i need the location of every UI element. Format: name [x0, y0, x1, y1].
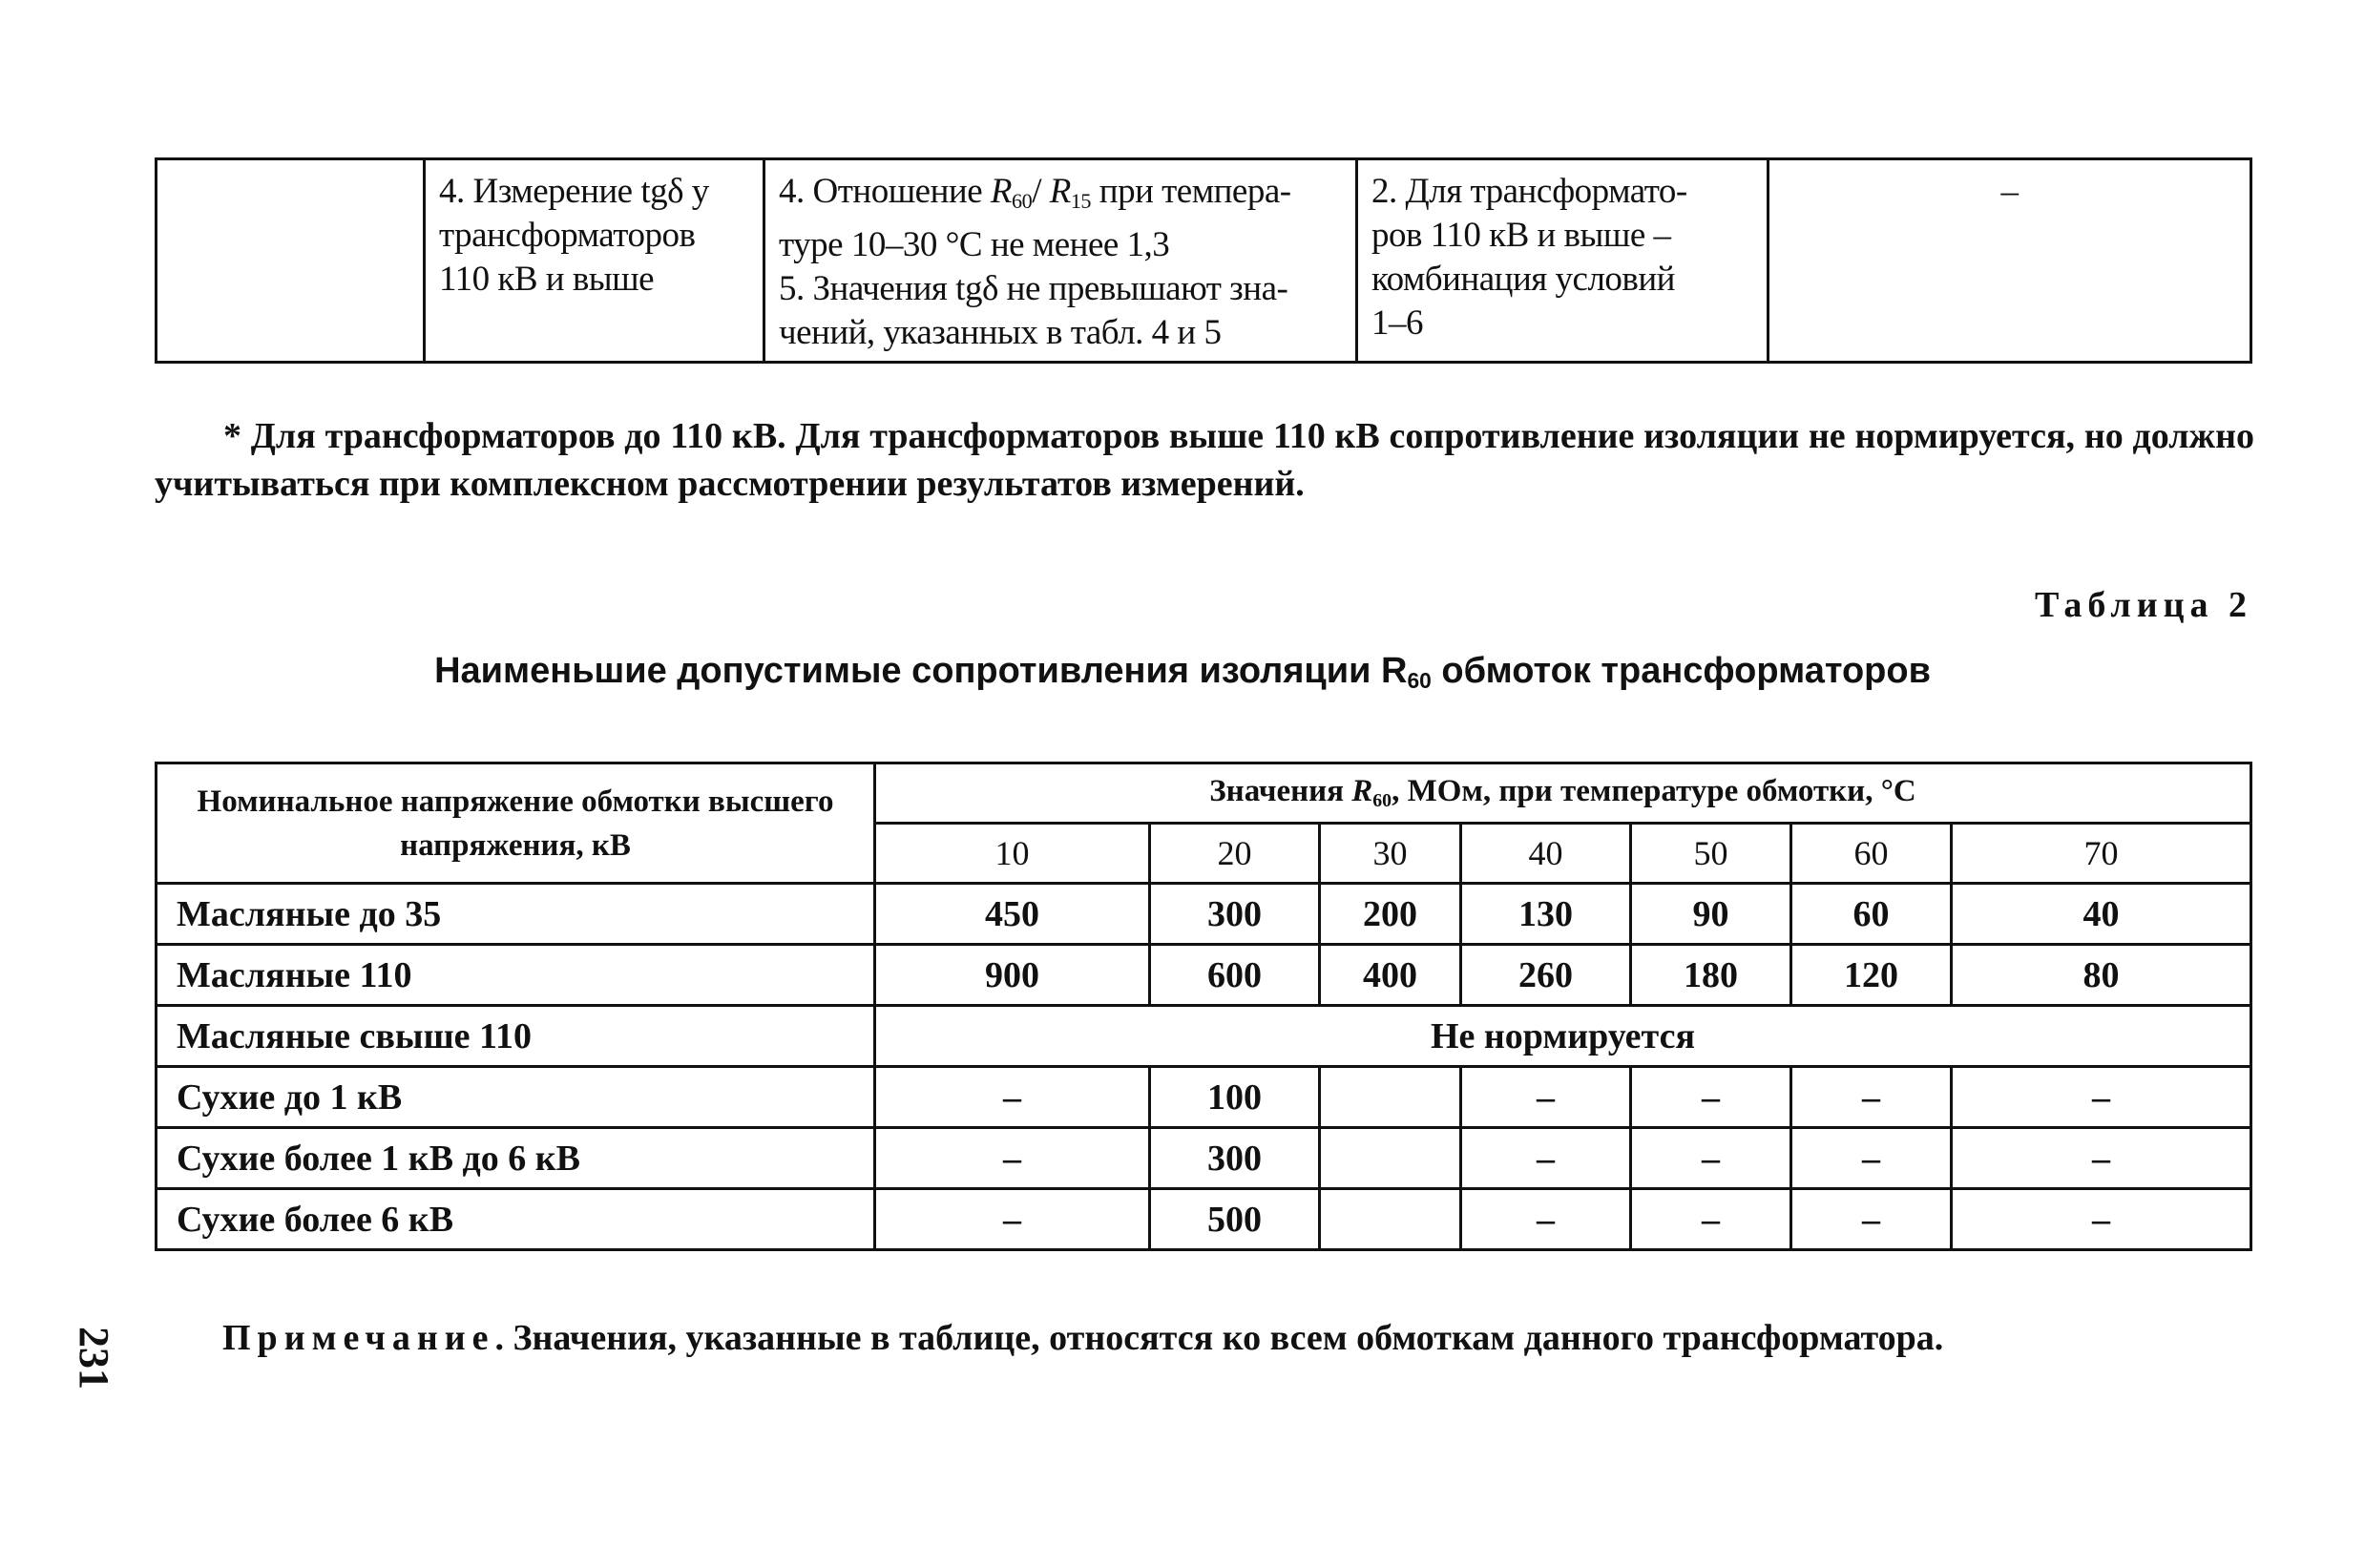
table-title-text: обмоток трансформаторов [1431, 651, 1931, 691]
cell-method [425, 159, 764, 363]
temp-cell: 50 [1631, 824, 1791, 884]
value-cell: 200 [1320, 884, 1461, 945]
row-label: Масляные свыше 110 [157, 1006, 875, 1067]
cell-text: 110 кВ и выше [439, 260, 655, 299]
table-label: Таблица 2 [2034, 585, 2252, 625]
value-cell: 100 [1150, 1067, 1320, 1128]
table-row [157, 1128, 2251, 1189]
cell-text: трансформаторов [439, 216, 696, 255]
value-cell: – [875, 1128, 1150, 1189]
table-row [157, 159, 2251, 363]
cell-conditions [764, 159, 1357, 363]
value-cell: 80 [1952, 945, 2251, 1006]
value-cell: – [1631, 1128, 1791, 1189]
value-cell: – [1461, 1067, 1631, 1128]
header-text: , МОм, при температуре обмотки, °С [1392, 774, 1916, 808]
cell-text: 2. Для трансформато- [1371, 172, 1687, 211]
header-values [875, 763, 2251, 824]
cell-text: 1–6 [1371, 303, 1423, 343]
value-cell: 90 [1631, 884, 1791, 945]
value-cell [1320, 1067, 1461, 1128]
temp-cell: 40 [1461, 824, 1631, 884]
footnote: * Для трансформаторов до 110 кВ. Для трансформаторов выше 110 кВ сопротивление изоляции не нормируется, но должно учитываться при комплексном рассмотрении результатов измерений. [155, 416, 2254, 504]
cell-text: комбинация условий [1371, 260, 1675, 299]
header-text: Значения [1209, 774, 1352, 808]
cell-combination [1357, 159, 1769, 363]
value-cell: – [1631, 1189, 1791, 1250]
value-cell: – [875, 1189, 1150, 1250]
value-cell: 260 [1461, 945, 1631, 1006]
value-cell: 60 [1791, 884, 1952, 945]
value-cell: – [1952, 1067, 2251, 1128]
cell-text-part: R [1049, 172, 1071, 211]
value-cell: – [875, 1067, 1150, 1128]
value-cell: – [1952, 1189, 2251, 1250]
value-cell: 500 [1150, 1189, 1320, 1250]
table-note [222, 1317, 1943, 1359]
value-cell: 300 [1150, 1128, 1320, 1189]
value-cell: – [1461, 1128, 1631, 1189]
value-cell: 130 [1461, 884, 1631, 945]
subscript: 60 [1012, 189, 1033, 213]
header-row [157, 763, 2251, 824]
note-heading: Примечание [222, 1318, 495, 1358]
cell-text-part: / [1032, 172, 1050, 211]
cell-text: 5. Значения tgδ не превышают зна- [779, 269, 1288, 308]
cell-text: чений, указанных в табл. 4 и 5 [779, 313, 1222, 352]
value-cell: – [1952, 1128, 2251, 1189]
subscript: 15 [1070, 189, 1092, 213]
value-cell: 900 [875, 945, 1150, 1006]
value-cell: 400 [1320, 945, 1461, 1006]
merged-cell: Не нормируется [875, 1006, 2251, 1067]
value-cell [1320, 1128, 1461, 1189]
value-cell: – [1791, 1128, 1952, 1189]
value-cell: – [1631, 1067, 1791, 1128]
cell-text: ров 110 кВ и выше – [1371, 216, 1671, 255]
empty-cell [157, 159, 425, 363]
value-cell: 180 [1631, 945, 1791, 1006]
temp-cell: 30 [1320, 824, 1461, 884]
table-row [157, 1067, 2251, 1128]
value-cell [1320, 1189, 1461, 1250]
cell-dash: – [1769, 159, 2251, 363]
value-cell: – [1791, 1189, 1952, 1250]
subscript: 60 [1372, 790, 1392, 811]
temp-cell: 20 [1150, 824, 1320, 884]
row-label: Масляные 110 [157, 945, 875, 1006]
row-label: Сухие более 6 кВ [157, 1189, 875, 1250]
table-row [157, 1006, 2251, 1067]
page-number: 231 [71, 1327, 117, 1390]
value-cell: – [1791, 1067, 1952, 1128]
row-label: Масляные до 35 [157, 884, 875, 945]
table-title [0, 651, 2365, 694]
table-row [157, 884, 2251, 945]
table-row [157, 945, 2251, 1006]
header-text: R [1351, 774, 1373, 808]
value-cell: 600 [1150, 945, 1320, 1006]
row-label: Сухие более 1 кВ до 6 кВ [157, 1128, 875, 1189]
value-cell: 40 [1952, 884, 2251, 945]
subscript: 60 [1407, 668, 1432, 693]
resistance-table [155, 762, 2252, 1251]
value-cell: 450 [875, 884, 1150, 945]
cell-text: 4. Измерение tgδ у [439, 172, 709, 211]
value-cell: 120 [1791, 945, 1952, 1006]
row-label: Сухие до 1 кВ [157, 1067, 875, 1128]
note-text: . Значения, указанные в таблице, относятся ко всем обмоткам данного трансформатора. [494, 1318, 1944, 1358]
cell-text-part: 4. Отношение [779, 172, 991, 211]
cell-text: туре 10–30 °С не менее 1,3 [779, 225, 1170, 264]
cell-text [779, 170, 1342, 223]
table-row [157, 1189, 2251, 1250]
continuation-table [155, 157, 2252, 364]
cell-text-part: при темпера- [1091, 172, 1291, 211]
cell-text-part: R [990, 172, 1012, 211]
value-cell: – [1461, 1189, 1631, 1250]
temp-cell: 10 [875, 824, 1150, 884]
header-voltage: Номинальное напряжение обмотки высшего напряжения, кВ [157, 763, 875, 884]
table-title-text: Наименьшие допустимые сопротивления изоляции R [434, 651, 1408, 691]
temp-cell: 70 [1952, 824, 2251, 884]
temp-cell: 60 [1791, 824, 1952, 884]
value-cell: 300 [1150, 884, 1320, 945]
